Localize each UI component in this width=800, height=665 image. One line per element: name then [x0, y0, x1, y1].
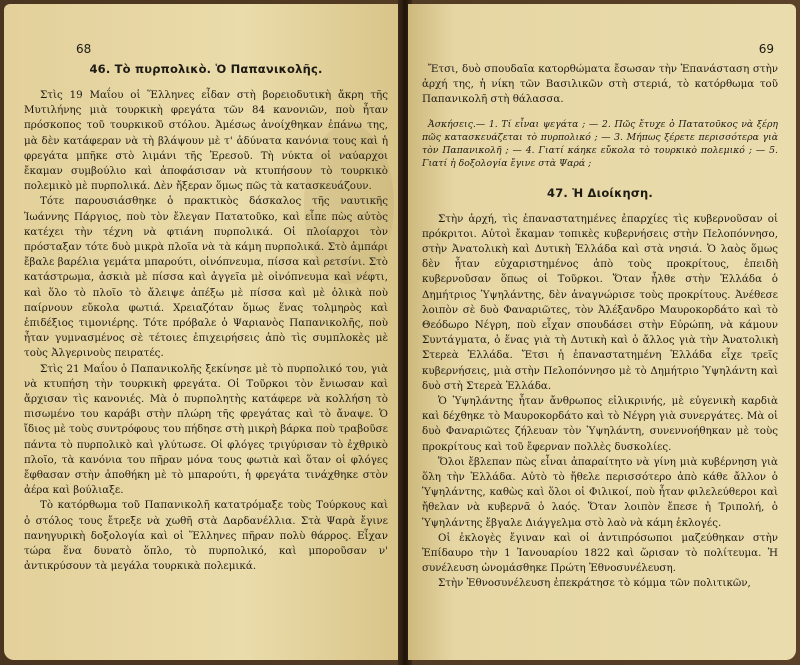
right-body [422, 62, 778, 592]
chapter-heading-46: 46. Τὸ πυρπολικὸ. Ὁ Παπανικολῆς. [89, 62, 323, 76]
paragraph: Στὴν ἀρχή, τὶς ἐπαναστατημένες ἐπαρχίες τὶς κυβερνοῦσαν οἱ πρόκριτοι. Αὐτοὶ ἔκαμαν τοπικὲς κυβερνήσεις στὴν Πελοπόννησο, στὴν Ἀνατολικὴ καὶ Δυτικὴ Ἑλλάδα καὶ στὰ νησιά. Ὁ λαὸς ὅμως δὲν ἦταν εὐχαριστημένος ἀπὸ τοὺς προκρίτους, ἐπειδὴ κυβερνοῦσαν ὅπως οἱ Τοῦρκοι. Ὅταν ἦλθε στὴν Ἑλλάδα ὁ Δημήτριος Ὑψηλάντης, δὲν ἀναγνώρισε τοὺς προκρίτους. Ἀνέθεσε λοιπὸν σὲ δυὸ Φαναριῶτες, τὸν Ἀλέξανδρο Μαυροκορδάτο καὶ τὸ Θεόδωρο Νέγρη, ποὺ εἶχαν σπουδάσει στὴν Εὐρώπη, νὰ κάμουν Συντάγματα, ὁ ἕνας γιὰ τὴ Δυτικὴ καὶ ὁ ἄλλος γιὰ τὴν Ἀνατολικὴ Στερεὰ Ἑλλάδα. Ἔτσι ἡ ἐπαναστατημένη Ἑλλάδα εἶχε τρεῖς κυβερνήσεις, μιὰ στὴν Πελοπόννησο μὲ τὸ Δημήτριο Ὑψηλάντη καὶ δυὸ στὴ Στερεὰ Ἑλλάδα. [422, 212, 778, 392]
paragraph: Στὴν Ἐθνοσυνέλευση ἐπεκράτησε τὸ κόμμα τῶν πολιτικῶν, [438, 577, 751, 590]
right-page [408, 4, 796, 660]
left-body [24, 88, 388, 575]
paragraph: Ὅλοι ἔβλεπαν πὼς εἶναι ἀπαραίτητο νὰ γίνη μιὰ κυβέρνηση γιὰ ὅλη τὴν Ἑλλάδα. Αὐτὸ τὸ ἤθελε περισσότερο ἀπὸ κάθε ἄλλον ὁ Ὑψηλάντης, καθὼς καὶ ὅλοι οἱ Φιλικοί, ποὺ ἦταν φιλελεύθεροι καὶ ἤθελαν νὰ κυβερνᾶ ὁ λαός. Ὅταν λοιπὸν ἔπεσε ἡ Τριπολή, ὁ Ὑψηλάντης ἔβγαλε Διάγγελμα στὸ λαὸ νὰ κάμη ἐκλογές. [422, 455, 778, 529]
page-number-right: 69 [758, 42, 774, 56]
paragraph: Τὸ κατόρθωμα τοῦ Παπανικολῆ κατατρόμαξε τοὺς Τούρκους καὶ ὁ στόλος τους ἔτρεξε νὰ χωθῆ στὰ Δαρδανέλλια. Στὰ Ψαρὰ ἔγινε πανηγυρικὴ δοξολογία καὶ οἱ Ἕλληνες πῆραν πολὺ θάρρος. Εἶχαν τώρα ἕνα δυνατὸ ὅπλο, τὸ πυρπολικό, καὶ μποροῦσαν ν' ἀντικρύσουν τὰ μεγάλα τουρκικὰ πολεμικά. [24, 499, 388, 573]
chapter-heading-47: 47. Ἡ Διοίκηση. [547, 185, 653, 200]
paragraph: Οἱ ἐκλογὲς ἔγιναν καὶ οἱ ἀντιπρόσωποι μαζεύθηκαν στὴν Ἐπίδαυρο τὴν 1 Ἰανουαρίου 1822 καὶ ὥρισαν τὸ πολίτευμα. Ἡ συνέλευση ὠνομάσθηκε Πρώτη Ἐθνοσυνέλευση. [422, 531, 778, 575]
left-page [4, 4, 402, 660]
paragraph: Στὶς 21 Μαΐου ὁ Παπανικολῆς ξεκίνησε μὲ τὸ πυρπολικό του, γιὰ νὰ κτυπήση τὴν τουρκικὴ φρεγάτα. Οἱ Τοῦρκοι τὸν ἔνιωσαν καὶ ἄρχισαν τὶς κανονιές. Μὰ ὁ πυρπολητὴς κατάφερε νὰ κολλήση τὸ πισωμένο του καράβι στὴν πλώρη τῆς φρεγάτας καὶ τὸ ἄναψε. Ὁ ἴδιος μὲ τοὺς συντρόφους του πήδησε στὴ μικρὴ βάρκα ποὺ τραβοῦσε πάντα τὸ πυρπολικὸ καὶ γλύτωσε. Οἱ φλόγες τριγύρισαν τὸ ἐχθρικὸ πλοῖο, τὰ κανόνια του πῆραν μόνα τους φωτιὰ καὶ ὅταν οἱ φλόγες ἔφθασαν στὴν ἀποθήκη μὲ τὸ μπαρούτι, ἡ φρεγάτα τινάχθηκε στὸν ἀέρα καὶ βούλιαξε. [24, 362, 388, 497]
page-number-left: 68 [76, 42, 92, 56]
paragraph: Ὁ Ὑψηλάντης ἦταν ἄνθρωπος εἰλικρινής, μὲ εὐγενικὴ καρδιὰ καὶ δέχθηκε τὸ Μαυροκορδάτο καὶ τὸ Νέγρη γιὰ συνεργάτες. Μὰ οἱ δυὸ Φαναριῶτες ζήλευαν τὸν Ὑψηλάντη, συνεννοήθηκαν μὲ τοὺς προκρίτους καὶ τοῦ ἔφερναν πολλὲς δυσκολίες. [422, 395, 778, 453]
paragraph: Στὶς 19 Μαΐου οἱ Ἕλληνες εἶδαν στὴ βορειοδυτικὴ ἄκρη τῆς Μυτιλήνης μιὰ τουρκικὴ φρεγάτα τῶν 84 κανονιῶν, ποὺ ἦταν πρόσκοπος τοῦ τουρκικοῦ στόλου. Ἀμέσως ἀνοίχθηκαν ἐπάνω της, μὰ δὲν κατάφεραν νὰ τὴ βλάψουν μὲ τ' ἀδύνατα κανόνια τους καὶ ἡ φρεγάτα μπῆκε στὸ λιμάνι τῆς Ἐρεσοῦ. Τὴ νύκτα οἱ ναύαρχοι ἔκαμαν συμβούλιο καὶ ἀποφάσισαν νὰ κτυπήσουν τὸ τουρκικὸ πολεμικὸ μὲ πυρπολικά. Δὲν ἤξεραν ὅμως πῶς τὰ κατασκευάζουν. [24, 89, 388, 193]
paragraph: Τότε παρουσιάσθηκε ὁ πρακτικὸς δάσκαλος τῆς ναυτικῆς Ἰωάννης Πάργιος, ποὺ τὸν ἔλεγαν Πατατοῦκο, καὶ εἶπε πὼς αὐτὸς κατέχει τὴν τέχνη νὰ φτιάνη πυρπολικά. Οἱ πλοίαρχοι τὸν πρόσταξαν τότε δυὸ μικρὰ πλοῖα νὰ τὰ κάμη πυρπολικά. Στὸ ἀμπάρι ἔβαλε βαρέλια γεμάτα μπαρούτι, οἰνόπνευμα, πίσσα καὶ ρετσίνι. Στὸ κατάστρωμα, ἀσκιὰ μὲ πίσσα καὶ ἀγγεῖα μὲ οἰνόπνευμα καὶ νέφτι, καὶ ὅλο τὸ πλοῖο τὸ ἄλειψε ἀπέξω μὲ πίσσα καὶ μὲ ὁλικὰ ποὺ παίρνουν εὔκολα φωτιά. Χρειαζόταν ὅμως ἕνας τολμηρὸς καὶ ἐπιδέξιος τιμονιέρης. Τότε πρόβαλε ὁ Ψαριανὸς Παπανικολῆς, ποὺ ἦταν γυμνασμένος σὲ τέτοιες ἐπιχειρήσεις ἀπὸ τὶς συμπλοκὲς μὲ τοὺς Ἀλγερινοὺς πειρατές. [24, 195, 388, 360]
intro-paragraph: Ἔτσι, δυὸ σπουδαῖα κατορθώματα ἔσωσαν τὴν Ἐπανάσταση στὴν ἀρχή της, ἡ νίκη τῶν Βασιλικῶν στὴ στεριά, τὸ κατόρθωμα τοῦ Παπανικολῆ στὴ θάλασσα. [422, 63, 778, 106]
exercises-block: Ἀσκήσεις.— 1. Τί εἶναι ψεγάτα ; — 2. Πῶς ἔτυχε ὁ Πατατοῦκος νὰ ξέρη πῶς κατασκευάζεται τὸ πυρπολικό ; — 3. Μήπως ξέρετε περισσότερα γιὰ τὸν Παπανικολῆ ; — 4. Γιατί κάηκε εὔκολα τὸ τουρκικὸ πολεμικό ; — 5. Γιατί ἡ δοξολογία ἔγινε στὰ Ψαρά ; [422, 118, 778, 169]
